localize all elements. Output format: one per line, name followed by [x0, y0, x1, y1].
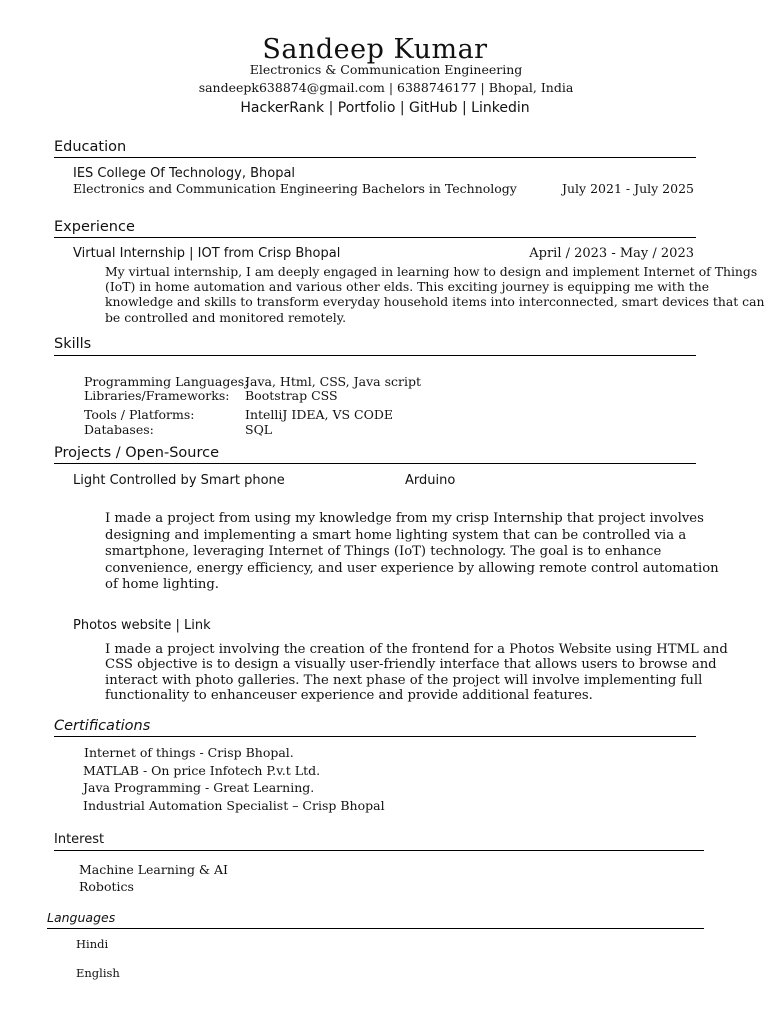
skill-value: SQL — [245, 422, 273, 437]
education-school: IES College Of Technology, Bhopal — [73, 166, 296, 181]
skill-label: Tools / Platforms: — [84, 407, 195, 422]
description-line: knowledge and skills to transform everyday household items into interconnected, smart devices that can — [105, 294, 765, 310]
description-line: functionality to enhanceuser experience and provide additional features. — [105, 688, 593, 704]
project-title: Light Controlled by Smart phone — [73, 473, 285, 488]
skill-label: Databases: — [84, 422, 154, 437]
project-description — [105, 642, 728, 704]
contact-line: sandeepk638874@gmail.com | 6388746177 | Bhopal, India — [198, 80, 574, 95]
description-line: interact with photo galleries. The next phase of the project will involve implementing full — [105, 672, 703, 688]
skill-value: IntelliJ IDEA, VS CODE — [245, 407, 393, 422]
certification-item: Java Programming - Great Learning. — [83, 780, 315, 795]
interest-heading: Interest — [54, 832, 105, 847]
description-line: CSS objective is to design a visually user-friendly interface that allows users to browse and — [105, 657, 717, 673]
skill-label: Programming Languages: — [84, 374, 249, 389]
link-separator: | — [457, 100, 472, 116]
interest-divider — [54, 850, 704, 851]
skill-label: Libraries/Frameworks: — [84, 388, 230, 403]
experience-description — [105, 264, 764, 325]
certifications-divider — [54, 736, 696, 737]
description-line: be controlled and monitored remotely. — [105, 309, 347, 325]
experience-role: Virtual Internship | IOT from Crisp Bhopal — [73, 246, 341, 261]
projects-divider — [54, 463, 696, 464]
description-line: I made a project from using my knowledge from my crisp Internship that project involves — [105, 511, 704, 526]
skill-value: Java, Html, CSS, Java script — [245, 374, 421, 389]
language-item: English — [76, 966, 120, 980]
languages-divider — [47, 928, 704, 929]
education-dates: July 2021 - July 2025 — [562, 181, 694, 196]
hackerrank-link[interactable]: HackerRank — [240, 100, 325, 116]
skills-heading: Skills — [54, 336, 92, 352]
experience-divider — [54, 237, 696, 238]
github-link[interactable]: GitHub — [409, 100, 458, 116]
certifications-heading: Certifications — [54, 718, 151, 734]
education-degree: Electronics and Communication Engineering Bachelors in Technology — [73, 181, 517, 196]
candidate-title: Electronics & Communication Engineering — [249, 62, 523, 77]
linkedin-link[interactable]: Linkedin — [471, 100, 530, 116]
languages-heading: Languages — [47, 910, 116, 925]
project-tech: Arduino — [405, 473, 456, 488]
education-heading: Education — [54, 139, 127, 155]
link-separator: | — [395, 100, 410, 116]
projects-heading: Projects / Open-Source — [54, 445, 220, 461]
certification-item: Industrial Automation Specialist – Crisp Bhopal — [83, 798, 385, 813]
description-line: My virtual internship, I am deeply engaged in learning how to design and implement Internet of Things — [105, 264, 758, 279]
interest-item: Machine Learning & AI — [79, 862, 228, 877]
project-description — [105, 511, 719, 594]
description-line: I made a project involving the creation of the frontend for a Photos Website using HTML and — [105, 642, 728, 657]
description-line: designing and implementing a smart home lighting system that can be controlled via a — [105, 527, 687, 543]
candidate-name: Sandeep Kumar — [262, 34, 488, 65]
description-line: convenience, energy efficiency, and user experience by allowing remote control automation — [105, 560, 719, 576]
certification-item: MATLAB - On price Infotech P.v.t Ltd. — [83, 763, 321, 778]
description-line: (IoT) in home automation and various other elds. This exciting journey is equipping me with the — [105, 279, 710, 295]
skills-divider — [54, 355, 696, 356]
portfolio-link[interactable]: Portfolio — [337, 100, 396, 116]
interest-item: Robotics — [79, 879, 134, 894]
experience-dates: April / 2023 - May / 2023 — [529, 246, 694, 261]
experience-heading: Experience — [54, 219, 135, 235]
description-line: smartphone, leveraging Internet of Things (IoT) technology. The goal is to enhance — [105, 544, 662, 559]
education-divider — [54, 157, 696, 158]
skill-value: Bootstrap CSS — [245, 388, 338, 403]
profile-links — [0, 100, 768, 116]
certification-item: Internet of things - Crisp Bhopal. — [84, 745, 294, 760]
project-title: Photos website | Link — [73, 618, 211, 633]
link-separator: | — [324, 100, 338, 116]
language-item: Hindi — [76, 937, 109, 951]
description-line: of home lighting. — [105, 577, 219, 592]
